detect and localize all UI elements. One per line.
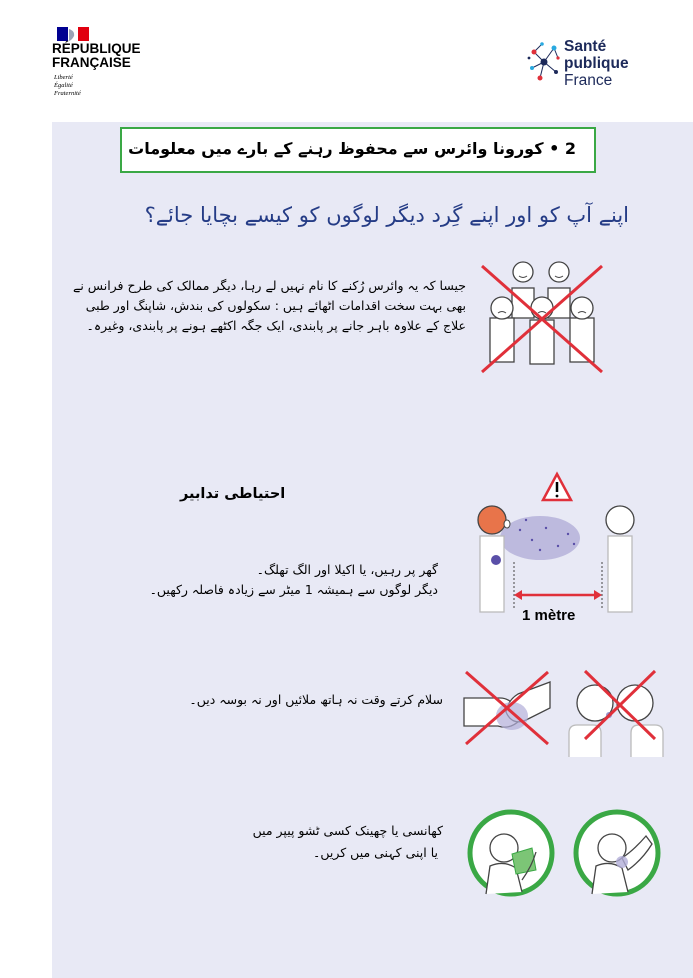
distance-label: 1 mètre <box>522 607 576 624</box>
republic-motto: Liberté Égalité Fraternité <box>54 74 81 97</box>
stay-home-text: گھر پر رہیں، یا اکیلا اور الگ تھلگ۔ <box>256 562 438 577</box>
cough-elbow-icon <box>572 808 662 898</box>
no-kiss-icon <box>565 665 670 757</box>
crowd-prohibited-icon <box>476 258 610 378</box>
republique-francaise-logo: RÉPUBLIQUE FRANÇAISE <box>52 41 141 70</box>
marianne-flag-icon <box>57 27 89 41</box>
header <box>0 0 693 122</box>
section-title: 2 • کورونا وائرس سے محفوظ رہنے کے بارے میں معلومات <box>128 139 576 158</box>
social-distance-icon <box>470 470 645 620</box>
keep-distance-text: دیگر لوگوں سے ہمیشہ 1 میٹر سے زیادہ فاصلہ رکھیں۔ <box>149 582 438 597</box>
no-handshake-icon <box>460 668 555 748</box>
cough-text-line2: یا اپنی کہنی میں کریں۔ <box>313 845 438 860</box>
precautions-title: احتیاطی تدابیر <box>180 486 286 502</box>
cough-text-line1: کھانسی یا چھینک کسی ٹشو پیپر میں <box>252 823 443 838</box>
sante-publique-france-logo: Santé publique France <box>564 38 629 89</box>
page-title: اپنے آپ کو اور اپنے گِرد دیگر لوگوں کو کیسے بچایا جائے؟ <box>144 203 629 227</box>
intro-paragraph: جیسا کہ یہ وائرس رُکنے کا نام نہیں لے رہا، دیگر ممالک کی طرح فرانس نے بھی بہت سخت اقدامات اٹھائے ہیں : سکولوں کی بندش، شاپنگ اور طبی علاج کے علاوہ باہر جانے پر پابندی، ایک جگہ اکٹھے ہونے پر پابندی، وغیرہ۔ <box>73 278 466 333</box>
section-header <box>120 127 596 173</box>
greeting-text: سلام کرتے وقت نہ ہاتھ ملائیں اور نہ بوسہ دیں۔ <box>189 692 443 707</box>
sante-publique-network-icon <box>526 36 560 86</box>
cough-tissue-icon <box>466 808 556 898</box>
